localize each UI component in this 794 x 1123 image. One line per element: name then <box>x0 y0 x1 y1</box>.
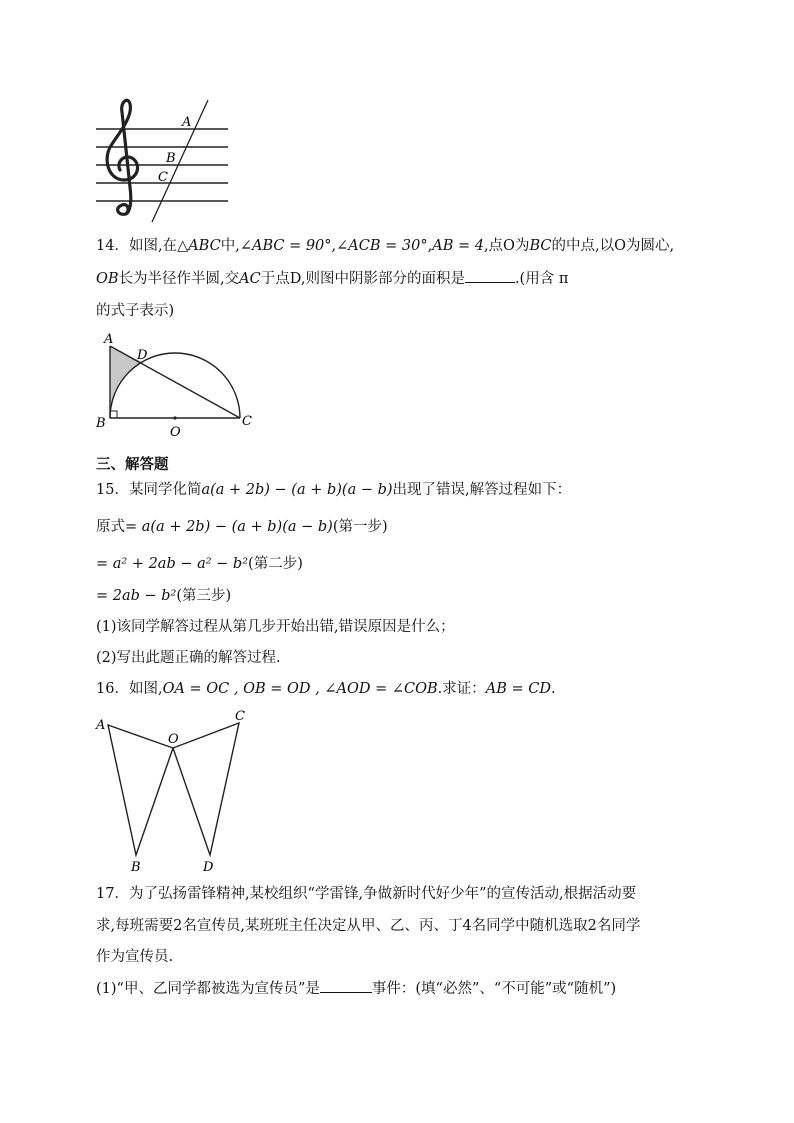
q14-label-a: A <box>104 332 114 347</box>
q16-line1: 16．如图,OA = OC , OB = OD , ∠AOD = ∠COB.求证：AB = CD. <box>96 681 556 697</box>
q15-sub2: (2)写出此题正确的解答过程. <box>96 650 281 666</box>
q17-line1: 17．为了弘扬雷锋精神,某校组织“学雷锋,争做新时代好少年”的宣传活动,根据活动要 <box>96 886 637 902</box>
answer-blank <box>320 978 372 993</box>
q14-label-b: B <box>96 416 106 431</box>
section-title: 三、解答题 <box>96 456 169 473</box>
q16-label-o: O <box>168 732 179 747</box>
staff-slant-line <box>152 100 208 222</box>
q14-figure <box>92 330 262 440</box>
q15-step1: 原式= a(a + 2b) − (a + b)(a − b)(第一步) <box>96 519 388 535</box>
q17-sub1: (1)“甲、乙同学都被选为宣传员”是 事件：(填“必然”、“不可能”或“随机”) <box>96 978 616 999</box>
q17-line3: 作为宣传员. <box>96 949 174 965</box>
q15-step2: = a² + 2ab − a² − b²(第二步) <box>96 556 303 572</box>
q16-label-c: C <box>235 709 245 724</box>
q16-label-d: D <box>203 860 214 875</box>
q14-label-d: D <box>137 348 148 363</box>
staff-figure <box>90 92 240 227</box>
q16-label-a: A <box>96 718 106 733</box>
q14-line3: 的式子表示) <box>96 303 175 319</box>
answer-blank <box>465 268 515 283</box>
q14-line2: OB长为半径作半圆,交AC于点D,则图中阴影部分的面积是 .(用含 π <box>96 268 568 289</box>
q15-line1: 15．某同学化简a(a + 2b) − (a + b)(a − b)出现了错误,解答过程如下： <box>96 482 572 498</box>
q14-label-o: O <box>170 425 181 440</box>
staff-label-a: A <box>182 115 192 130</box>
staff-label-b: B <box>166 151 176 166</box>
q17-line2: 求,每班需要2名宣传员,某班班主任决定从甲、乙、丙、丁4名同学中随机选取2名同学 <box>96 918 641 934</box>
q15-sub1: (1)该同学解答过程从第几步开始出错,错误原因是什么； <box>96 619 455 635</box>
q14-line1: 14．如图,在△ABC中,∠ABC = 90°,∠ACB = 30°,AB = 4,点O为BC的中点,以O为圆心, <box>96 238 675 254</box>
treble-clef-icon <box>107 100 137 214</box>
q16-label-b: B <box>131 860 141 875</box>
staff-label-c: C <box>158 170 168 185</box>
q16-figure <box>92 705 262 875</box>
q14-label-c: C <box>242 414 252 429</box>
q15-step3: = 2ab − b²(第三步) <box>96 588 232 604</box>
